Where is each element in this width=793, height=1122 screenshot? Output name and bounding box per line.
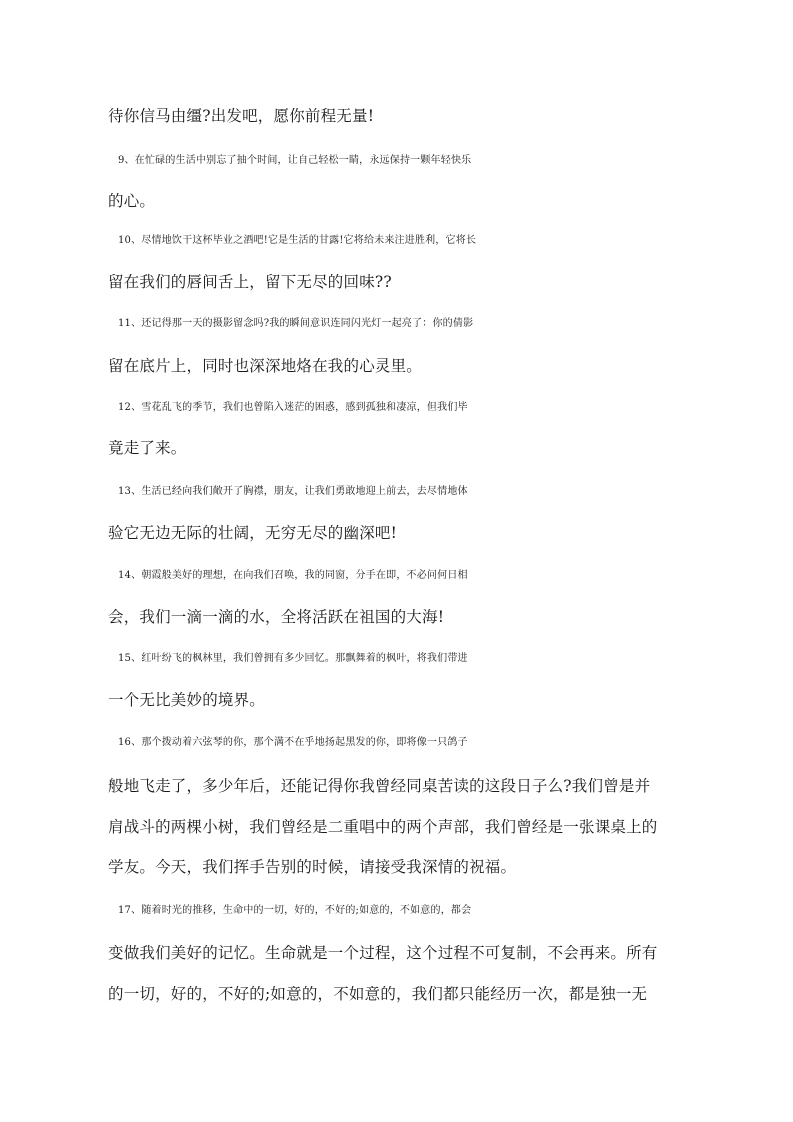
text-line: 竟走了来。 bbox=[108, 439, 187, 457]
text-line: 12、雪花乱飞的季节，我们也曾陷入迷茫的困惑，感到孤独和凄凉，但我们毕 bbox=[118, 402, 468, 413]
text-line: 验它无边无际的壮阔，无穷无尽的幽深吧! bbox=[108, 524, 398, 542]
text-line: 14、朝霞般美好的理想，在向我们召唤，我的同窗，分手在即，不必问何日相 bbox=[118, 570, 468, 581]
text-line: 15、红叶纷飞的枫林里，我们曾拥有多少回忆。那飘舞着的枫叶，将我们带进 bbox=[118, 653, 468, 664]
text-line: 一个无比美妙的境界。 bbox=[108, 691, 266, 709]
text-line: 17、随着时光的推移，生命中的一切，好的，不好的;如意的，不如意的，都会 bbox=[118, 905, 472, 916]
text-line: 16、那个拨动着六弦琴的你，那个满不在乎地扬起黑发的你，即将像一只鸽子 bbox=[118, 737, 468, 748]
text-line: 13、生活已经向我们敞开了胸襟，朋友，让我们勇敢地迎上前去，去尽情地体 bbox=[118, 486, 468, 497]
text-line: 待你信马由缰?出发吧，愿你前程无量! bbox=[108, 107, 375, 125]
text-line: 肩战斗的两棵小树，我们曾经是二重唱中的两个声部，我们曾经是一张课桌上的 bbox=[108, 818, 658, 836]
text-line: 学友。今天，我们挥手告别的时候，请接受我深情的祝福。 bbox=[108, 858, 517, 876]
text-line: 会，我们一滴一滴的水，全将活跃在祖国的大海! bbox=[108, 608, 445, 626]
text-line: 变做我们美好的记忆。生命就是一个过程，这个过程不可复制，不会再来。所有 bbox=[108, 944, 658, 962]
text-line: 11、还记得那一天的摄影留念吗?我的瞬间意识连同闪光灯一起亮了：你的倩影 bbox=[118, 318, 474, 329]
text-line: 留在我们的唇间舌上，留下无尽的回味?? bbox=[108, 273, 392, 291]
text-line: 10、尽情地饮干这杯毕业之酒吧!它是生活的甘露!它将给未来注进胜利，它将长 bbox=[118, 235, 477, 246]
text-line: 9、在忙碌的生活中别忘了抽个时间，让自己轻松一睛，永远保持一颗年轻快乐 bbox=[118, 155, 472, 166]
text-line: 般地飞走了，多少年后，还能记得你我曾经同桌苦读的这段日子么?我们曾是并 bbox=[108, 777, 651, 795]
text-line: 的一切，好的，不好的;如意的，不如意的，我们都只能经历一次，都是独一无 bbox=[108, 985, 648, 1003]
text-line: 留在底片上，同时也深深地烙在我的心灵里。 bbox=[108, 357, 423, 375]
text-line: 的心。 bbox=[108, 192, 156, 210]
